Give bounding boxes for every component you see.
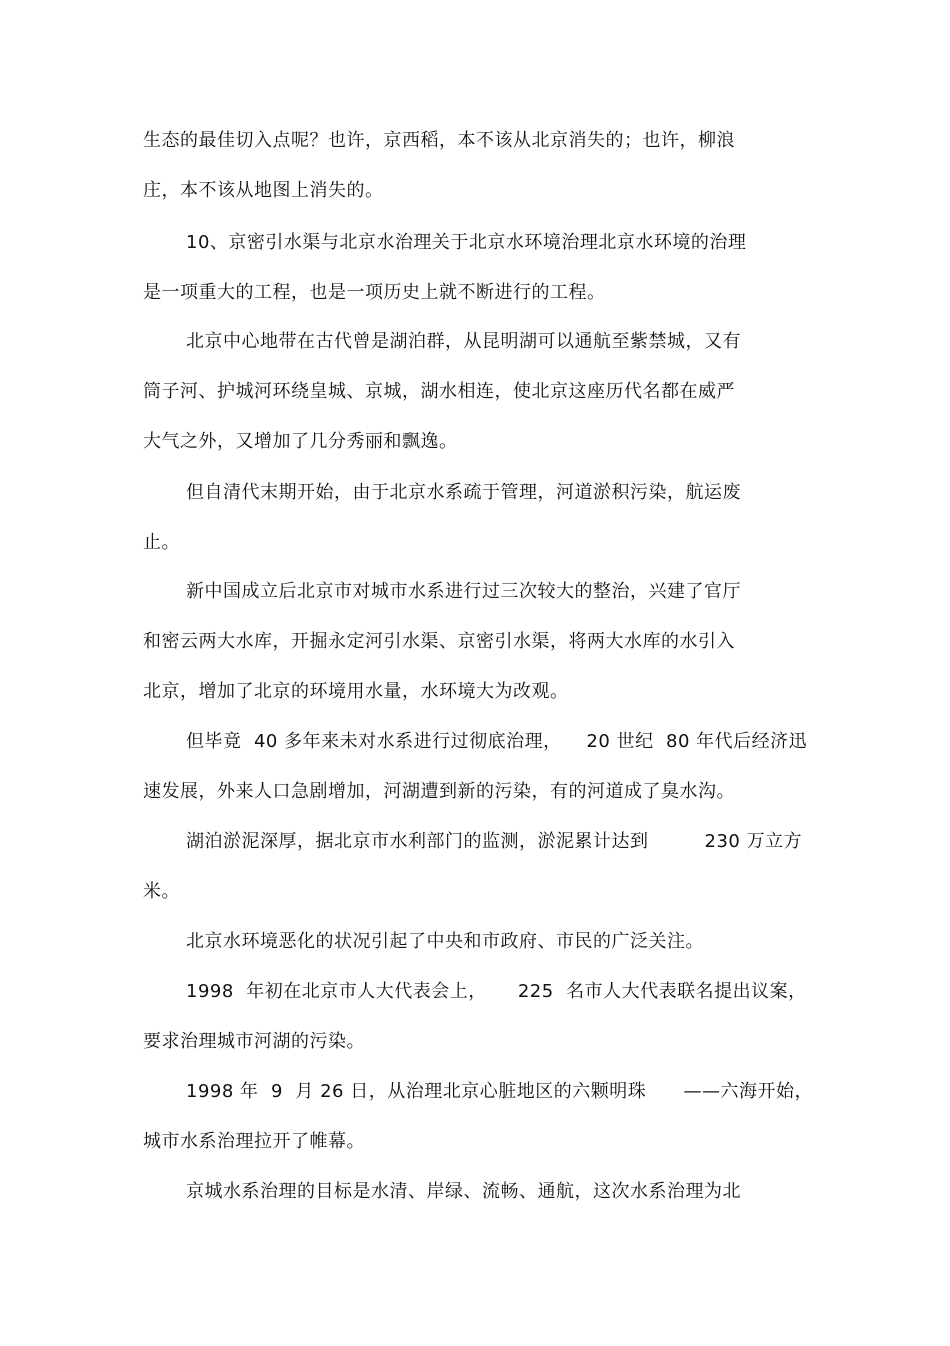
text-line: 北京中心地带在古代曾是湖泊群，从昆明湖可以通航至紫禁城，又有 <box>186 331 741 352</box>
text-line: 但自清代末期开始，由于北京水系疏于管理，河道淤积污染，航运废 <box>186 482 741 503</box>
text-line: 城市水系治理拉开了帷幕。 <box>143 1131 365 1152</box>
text-line: 北京水环境恶化的状况引起了中央和市政府、市民的广泛关注。 <box>186 931 704 952</box>
text-line: 米。 <box>143 881 180 902</box>
text-line: 要求治理城市河湖的污染。 <box>143 1031 365 1052</box>
text-line: 湖泊淤泥深厚，据北京市水利部门的监测，淤泥累计达到 230 万立方 <box>186 831 803 852</box>
text-line: 新中国成立后北京市对城市水系进行过三次较大的整治，兴建了官厅 <box>186 581 741 602</box>
text-line: 速发展，外来人口急剧增加，河湖遭到新的污染，有的河道成了臭水沟。 <box>143 781 735 802</box>
text-line: 是一项重大的工程，也是一项历史上就不断进行的工程。 <box>143 282 606 303</box>
text-line: 10、京密引水渠与北京水治理关于北京水环境治理北京水环境的治理 <box>186 232 747 253</box>
text-line: 但毕竟 40 多年来未对水系进行过彻底治理， 20 世纪 80 年代后经济迅 <box>186 731 808 752</box>
text-line: 筒子河、护城河环绕皇城、京城，湖水相连，使北京这座历代名都在威严 <box>143 381 735 402</box>
text-line: 止。 <box>143 532 180 553</box>
text-line: 大气之外，又增加了几分秀丽和飘逸。 <box>143 431 458 452</box>
text-line: 生态的最佳切入点呢？也许，京西稻，本不该从北京消失的；也许，柳浪 <box>143 130 735 151</box>
text-line: 庄，本不该从地图上消失的。 <box>143 180 384 201</box>
text-line: 和密云两大水库，开掘永定河引水渠、京密引水渠，将两大水库的水引入 <box>143 631 735 652</box>
text-line: 北京，增加了北京的环境用水量，水环境大为改观。 <box>143 681 569 702</box>
text-line: 京城水系治理的目标是水清、岸绿、流畅、通航，这次水系治理为北 <box>186 1181 741 1202</box>
text-line: 1998 年初在北京市人大代表会上， 225 名市人大代表联名提出议案， <box>186 981 807 1002</box>
text-line: 1998 年 9 月 26 日，从治理北京心脏地区的六颗明珠 ——六海开始， <box>186 1081 814 1102</box>
